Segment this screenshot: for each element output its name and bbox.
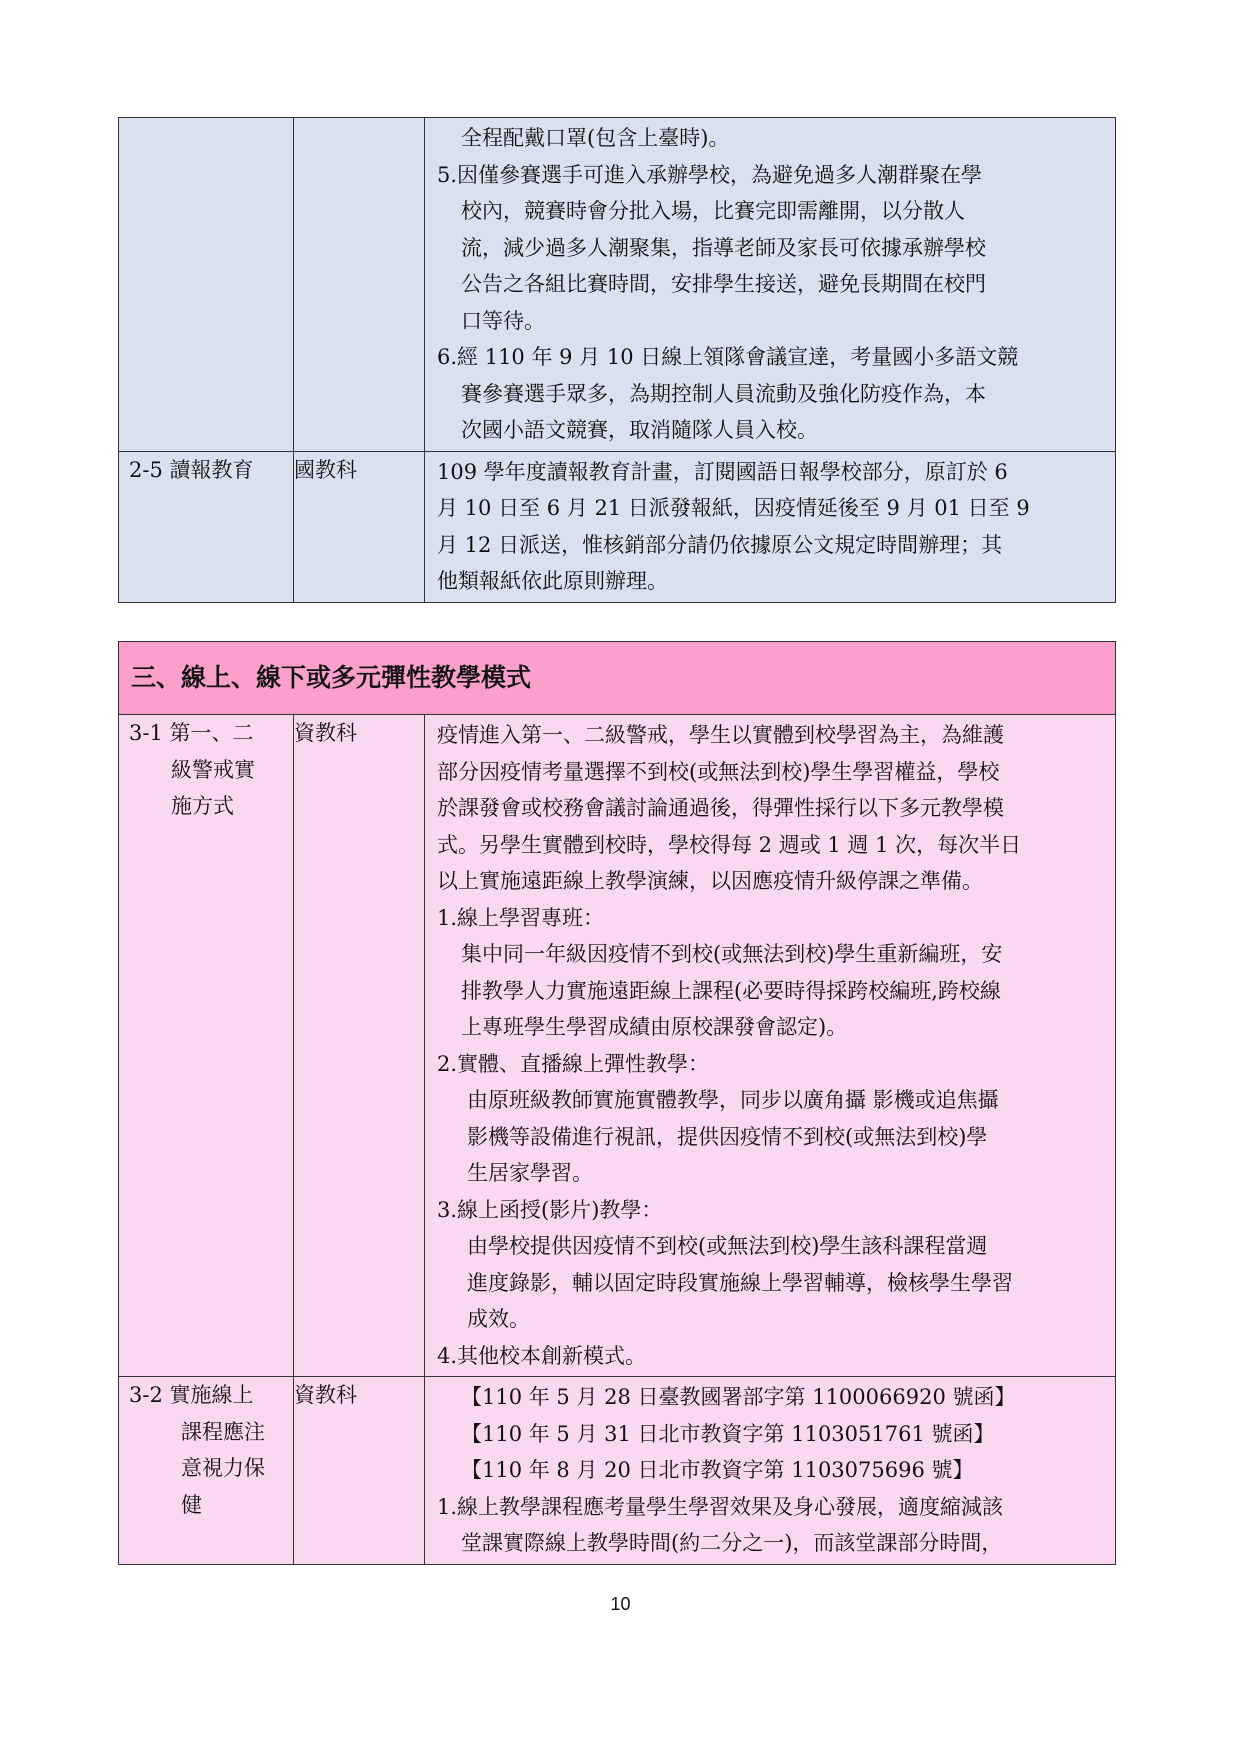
content-line: 影機等設備進行視訊，提供因疫情不到校(或無法到校)學 bbox=[467, 1124, 988, 1149]
content-cell bbox=[425, 118, 1116, 452]
content-line: 全程配戴口罩(包含上臺時)。 bbox=[461, 126, 730, 150]
content-line: 1.線上學習專班： bbox=[437, 905, 605, 930]
content-line: 於課發會或校務會議討論通過後，得彈性採行以下多元教學模 bbox=[437, 796, 1004, 820]
content-line: 月 10 日至 6 月 21 日派發報紙，因疫情延後至 9 月 01 日至 9 bbox=[437, 496, 1030, 520]
content-line: 由原班級教師實施實體教學，同步以廣角攝 影機或追焦攝 bbox=[467, 1088, 999, 1112]
dept-cell bbox=[294, 715, 425, 1377]
item-label-line: 意視力保 bbox=[181, 1456, 265, 1480]
content-cell bbox=[425, 451, 1116, 602]
item-cell bbox=[119, 451, 294, 602]
content-cell bbox=[425, 1377, 1116, 1565]
item-label-line: 3-1 第一、二 bbox=[129, 721, 254, 745]
content-line: 生居家學習。 bbox=[467, 1161, 593, 1185]
dept-label: 資教科 bbox=[294, 721, 357, 745]
table-row bbox=[119, 451, 1116, 602]
dept-label: 資教科 bbox=[294, 1383, 357, 1407]
content-line: 4.其他校本創新模式。 bbox=[437, 1343, 647, 1368]
content-line: 6.經 110 年 9 月 10 日線上領隊會議宣達，考量國小多語文競 bbox=[437, 345, 1019, 369]
table-row bbox=[119, 118, 1116, 452]
content-line: 部分因疫情考量選擇不到校(或無法到校)學生學習權益，學校 bbox=[437, 759, 1000, 784]
content-line: 排教學人力實施遠距線上課程(必要時得採跨校編班,跨校線 bbox=[461, 978, 1001, 1003]
page-number: 10 bbox=[610, 1594, 631, 1614]
content-line: 次國小語文競賽，取消隨隊人員入校。 bbox=[461, 418, 818, 442]
item-label-line: 3-2 實施線上 bbox=[129, 1383, 254, 1407]
content-cell bbox=[425, 715, 1116, 1377]
content-line: 3.線上函授(影片)教學： bbox=[437, 1197, 663, 1222]
content-line: 疫情進入第一、二級警戒，學生以實體到校學習為主，為維護 bbox=[437, 723, 1004, 747]
item-label-line: 課程應注 bbox=[181, 1419, 265, 1444]
section-title: 三、線上、線下或多元彈性教學模式 bbox=[119, 642, 1116, 715]
content-line: 【110 年 5 月 28 日臺教國署部字第 1100066920 號函】 bbox=[461, 1385, 1016, 1409]
content-line: 口等待。 bbox=[461, 308, 545, 333]
content-line: 月 12 日派送，惟核銷部分請仍依據原公文規定時間辦理；其 bbox=[437, 532, 1003, 557]
content-line: 式。另學生實體到校時，學校得每 2 週或 1 週 1 次，每次半日 bbox=[437, 832, 1022, 857]
content-line: 5.因僅參賽選手可進入承辦學校，為避免過多人潮群聚在學 bbox=[437, 162, 983, 187]
item-cell bbox=[119, 1377, 294, 1565]
content-line: 109 學年度讀報教育計畫，訂閱國語日報學校部分，原訂於 6 bbox=[437, 459, 1008, 484]
item-cell bbox=[119, 118, 294, 452]
content-line: 校內，競賽時會分批入場，比賽完即需離開，以分散人 bbox=[461, 199, 965, 223]
item-label-line: 級警戒實 bbox=[171, 757, 255, 782]
dept-cell bbox=[294, 1377, 425, 1565]
content-line: 集中同一年級因疫情不到校(或無法到校)學生重新編班，安 bbox=[461, 942, 1003, 966]
content-line: 1.線上教學課程應考量學生學習效果及身心發展，適度縮減該 bbox=[437, 1494, 1004, 1519]
section-header-row bbox=[119, 642, 1116, 715]
content-line: 堂課實際線上教學時間(約二分之一)，而該堂課部分時間， bbox=[461, 1531, 1003, 1555]
content-line: 流，減少過多人潮聚集，指導老師及家長可依據承辦學校 bbox=[461, 235, 986, 260]
content-line: 以上實施遠距線上教學演練，以因應疫情升級停課之準備。 bbox=[437, 869, 983, 893]
content-line: 【110 年 8 月 20 日北市教資字第 1103075696 號】 bbox=[461, 1458, 974, 1482]
content-line: 進度錄影，輔以固定時段實施線上學習輔導，檢核學生學習 bbox=[467, 1270, 1013, 1295]
content-line: 由學校提供因疫情不到校(或無法到校)學生該科課程當週 bbox=[467, 1234, 988, 1258]
dept-label: 國教科 bbox=[294, 457, 357, 482]
content-line: 成效。 bbox=[467, 1307, 530, 1331]
dept-cell bbox=[294, 118, 425, 452]
item-label: 2-5 讀報教育 bbox=[129, 457, 254, 482]
content-line: 2.實體、直播線上彈性教學： bbox=[437, 1051, 710, 1076]
table-row bbox=[119, 1377, 1116, 1565]
teaching-mode-table bbox=[118, 641, 1116, 1565]
item-cell bbox=[119, 715, 294, 1377]
dept-cell bbox=[294, 451, 425, 602]
content-line: 他類報紙依此原則辦理。 bbox=[437, 569, 668, 593]
content-line: 賽參賽選手眾多，為期控制人員流動及強化防疫作為，本 bbox=[461, 381, 986, 406]
content-line: 公告之各組比賽時間，安排學生接送，避免長期間在校門 bbox=[461, 272, 986, 296]
table-row bbox=[119, 715, 1116, 1377]
item-label-line: 健 bbox=[181, 1492, 202, 1517]
covid-measures-table bbox=[118, 117, 1116, 603]
content-line: 上專班學生學習成績由原校課發會認定)。 bbox=[461, 1015, 848, 1039]
content-line: 【110 年 5 月 31 日北市教資字第 1103051761 號函】 bbox=[461, 1421, 995, 1446]
item-label-line: 施方式 bbox=[171, 794, 234, 818]
